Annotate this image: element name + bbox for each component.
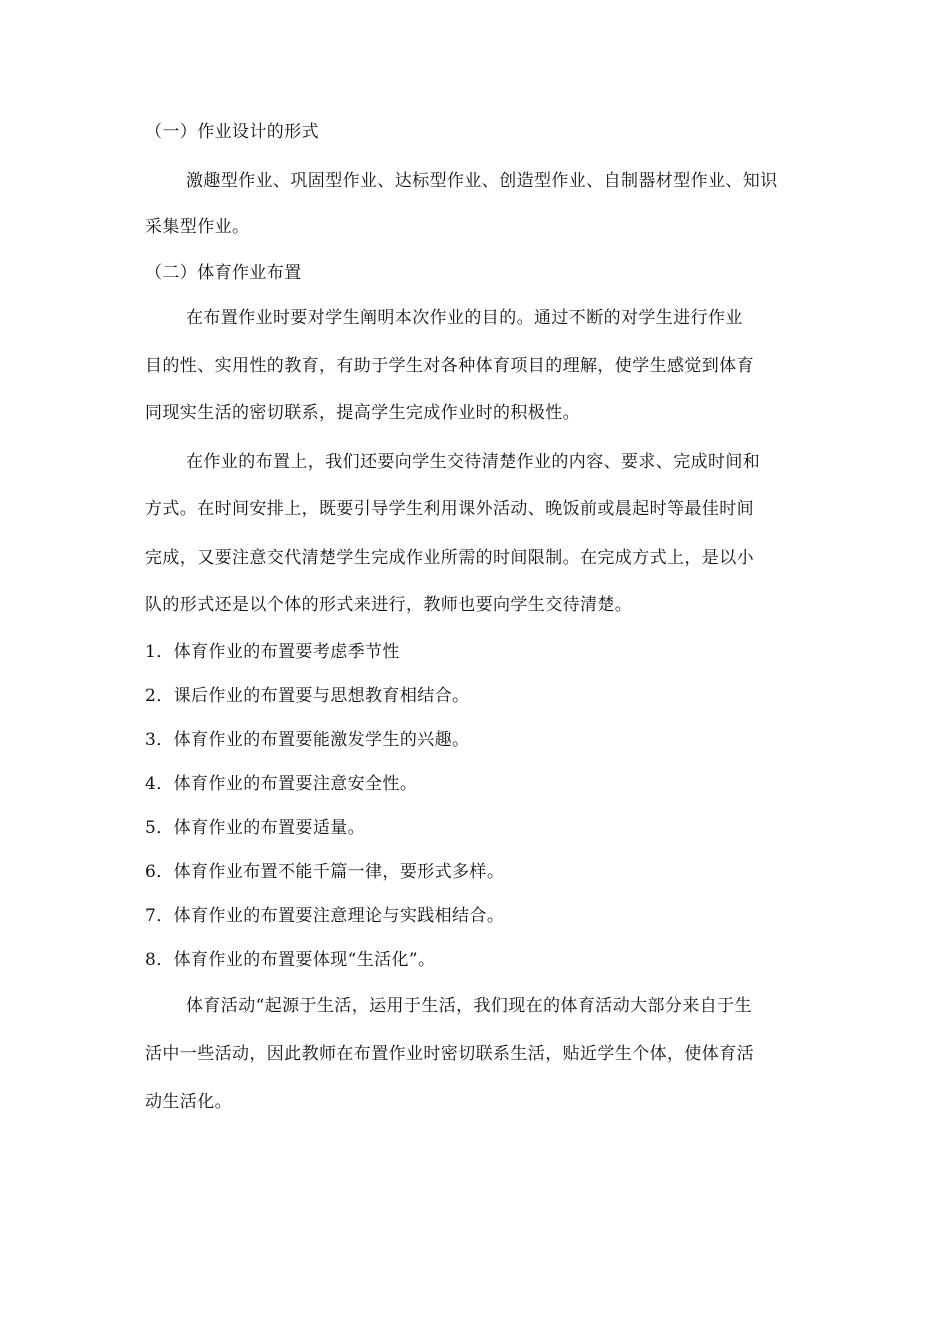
section-heading-1: （一）作业设计的形式	[145, 122, 319, 142]
paragraph-line: 同现实生活的密切联系，提高学生完成作业时的积极性。	[145, 403, 580, 423]
list-item: 4．体育作业的布置要注意安全性。	[145, 774, 418, 794]
paragraph-line: 完成，又要注意交代清楚学生完成作业所需的时间限制。在完成方式上，是以小	[145, 548, 754, 568]
list-item: 1．体育作业的布置要考虑季节性	[145, 642, 400, 662]
list-item: 3．体育作业的布置要能激发学生的兴趣。	[145, 730, 470, 750]
paragraph-line: 体育活动“起源于生活，运用于生活，我们现在的体育活动大部分来自于生	[186, 996, 752, 1016]
paragraph-line: 在作业的布置上，我们还要向学生交待清楚作业的内容、要求、完成时间和	[186, 452, 761, 472]
paragraph-line: 活中一些活动，因此教师在布置作业时密切联系生活，贴近学生个体，使体育活	[145, 1044, 754, 1064]
list-item: 6．体育作业布置不能千篇一律，要形式多样。	[145, 862, 505, 882]
section-heading-2: （二）体育作业布置	[145, 263, 302, 283]
list-item: 8．体育作业的布置要体现“生活化”。	[145, 950, 436, 970]
paragraph-line: 动生活化。	[145, 1092, 232, 1112]
list-item: 7．体育作业的布置要注意理论与实践相结合。	[145, 906, 505, 926]
paragraph-line: 激趣型作业、巩固型作业、达标型作业、创造型作业、自制器材型作业、知识	[186, 171, 778, 191]
paragraph-line: 在布置作业时要对学生阐明本次作业的目的。通过不断的对学生进行作业	[186, 308, 743, 328]
paragraph-line: 采集型作业。	[145, 217, 250, 237]
paragraph-line: 方式。在时间安排上，既要引导学生利用课外活动、晚饭前或晨起时等最佳时间	[145, 499, 754, 519]
list-item: 2．课后作业的布置要与思想教育相结合。	[145, 686, 470, 706]
paragraph-line: 队的形式还是以个体的形式来进行，教师也要向学生交待清楚。	[145, 595, 633, 615]
paragraph-line: 目的性、实用性的教育，有助于学生对各种体育项目的理解，使学生感觉到体育	[145, 356, 754, 376]
list-item: 5．体育作业的布置要适量。	[145, 818, 366, 838]
